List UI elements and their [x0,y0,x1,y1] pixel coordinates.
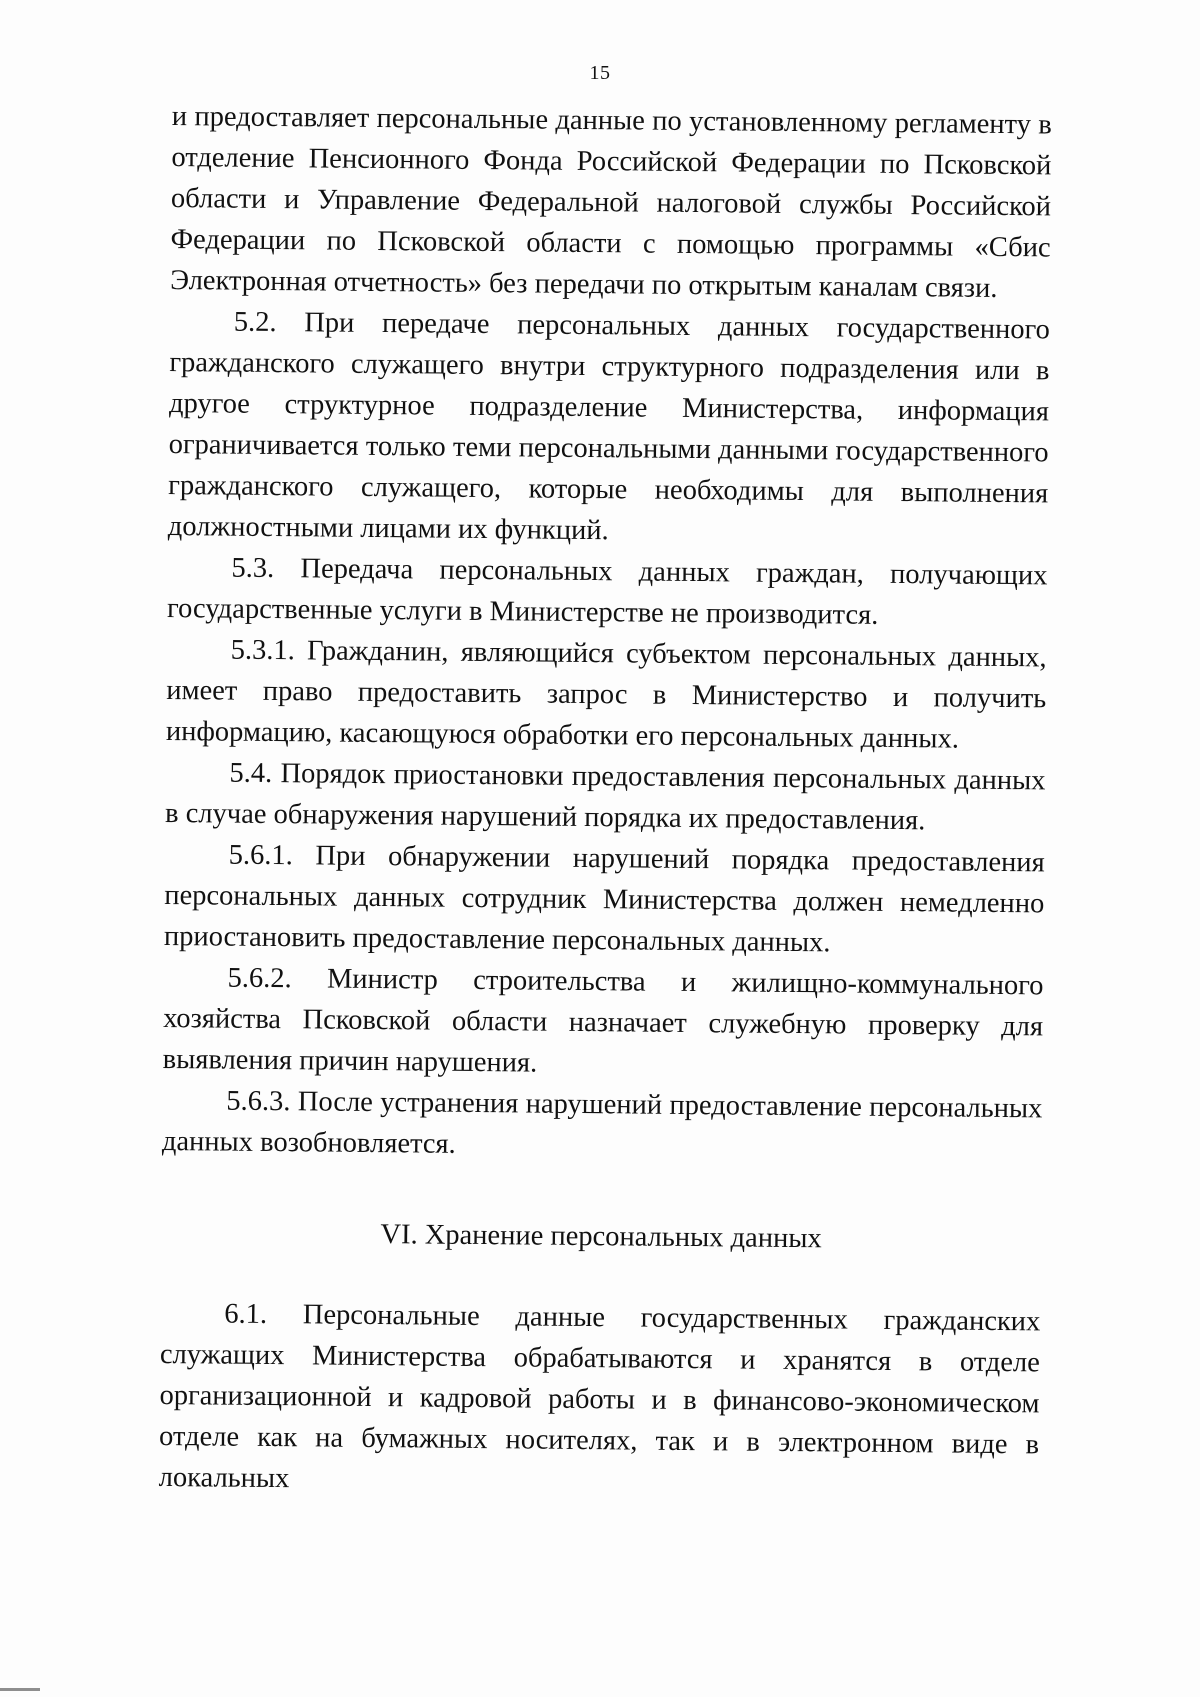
paragraph-5-3: 5.3. Передача персональных данных граждан, получающих государственные услуги в Министерстве не производится. [166,552,1048,631]
paragraph-5-6-1: 5.6.1. При обнаружении нарушений порядка предоставления персональных данных сотрудник Министерства должен немедленно приостановить предоставление персональных данных. [163,839,1045,959]
paragraph-5-4: 5.4. Порядок приостановки предоставления персональных данных в случае обнаружения нарушений порядка их предоставления. [164,757,1046,837]
paragraph-5-2: 5.2. При передаче персональных данных государственного гражданского служащего внутри структурного подразделения или в другое структурное подразделение Министерства, информация ограничивается только теми персональными данными государственного гражданского служащего, которые необходимы для выполнения должностными лицами их функций. [167,306,1050,547]
section-heading: VI. Хранение персональных данных [380,1219,822,1255]
paragraph-6-1: 6.1. Персональные данные государственных гражданских служащих Министерства обрабатываются и хранятся в отделе организационной и кадровой работы и в финансово-экономическом отделе как на бумажных носителях, так и в электронном виде в локальных [158,1298,1041,1495]
paragraph-continuation: и предоставляет персональные данные по установленному регламенту в отделение Пенсионного Фонда Российской Федерации по Псковской области и Управление Федеральной налоговой службы Российской Федерации по Псковской области с помощью программы «Сбис Электронная отчетность» без передачи по открытым каналам связи. [170,100,1052,304]
paragraph-5-6-3: 5.6.3. После устранения нарушений предоставление персональных данных возобновляется. [161,1085,1043,1160]
paragraph-5-6-2: 5.6.2. Министр строительства и жилищно-коммунального хозяйства Псковской области назначает служебную проверку для выявления причин нарушения. [162,962,1044,1079]
paragraph-5-3-1: 5.3.1. Гражданин, являющийся субъектом персональных данных, имеет право предоставить запрос в Министерство и получить информацию, касающуюся обработки его персональных данных. [165,634,1047,755]
scan-edge-mark [0,1688,40,1691]
document-body [159,96,1052,1506]
page-number: 15 [589,62,611,84]
